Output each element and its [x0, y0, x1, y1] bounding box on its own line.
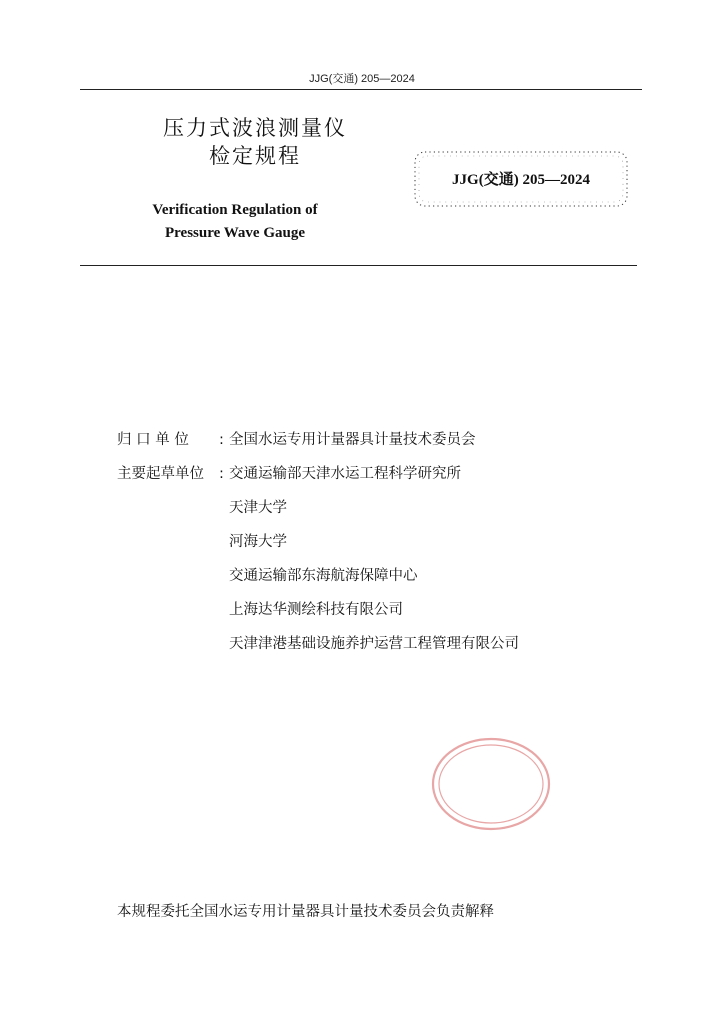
drafter-name: 交通运输部天津水运工程科学研究所	[229, 466, 461, 482]
title-section-rule	[80, 265, 637, 266]
drafter-name: 交通运输部东海航海保障中心	[229, 568, 418, 584]
drafter-row	[117, 565, 519, 599]
standard-code-box	[411, 148, 631, 210]
drafter-name: 河海大学	[229, 534, 287, 550]
authority-label: 归 口 单 位	[117, 432, 189, 448]
jt-seal-icon	[430, 736, 552, 832]
organization-info	[117, 429, 519, 667]
colon: :	[219, 466, 224, 482]
drafter-name: 天津津港基础设施养护运营工程管理有限公司	[229, 636, 519, 652]
authority-value: 全国水运专用计量器具计量技术委员会	[229, 432, 476, 448]
english-title-line2: Pressure Wave Gauge	[165, 225, 305, 241]
drafter-row	[117, 599, 519, 633]
header-rule	[80, 89, 642, 90]
interpretation-note: 本规程委托全国水运专用计量器具计量技术委员会负责解释	[117, 904, 494, 920]
english-title-line1: Verification Regulation of	[152, 202, 318, 218]
running-header-code: JJG(交通) 205—2024	[309, 73, 415, 85]
authority-row	[117, 429, 519, 463]
standard-code: JJG(交通) 205—2024	[452, 172, 590, 188]
drafter-name: 上海达华测绘科技有限公司	[229, 602, 403, 618]
chinese-title	[100, 114, 410, 170]
drafter-row	[117, 463, 519, 497]
drafters-label: 主要起草单位	[117, 466, 204, 482]
colon: :	[219, 432, 224, 448]
drafter-row	[117, 497, 519, 531]
english-title	[100, 199, 370, 245]
drafter-name: 天津大学	[229, 500, 287, 516]
chinese-title-line1: 压力式波浪测量仪	[163, 116, 347, 140]
drafter-row	[117, 633, 519, 667]
chinese-title-line2: 检定规程	[209, 144, 301, 168]
drafter-row	[117, 531, 519, 565]
